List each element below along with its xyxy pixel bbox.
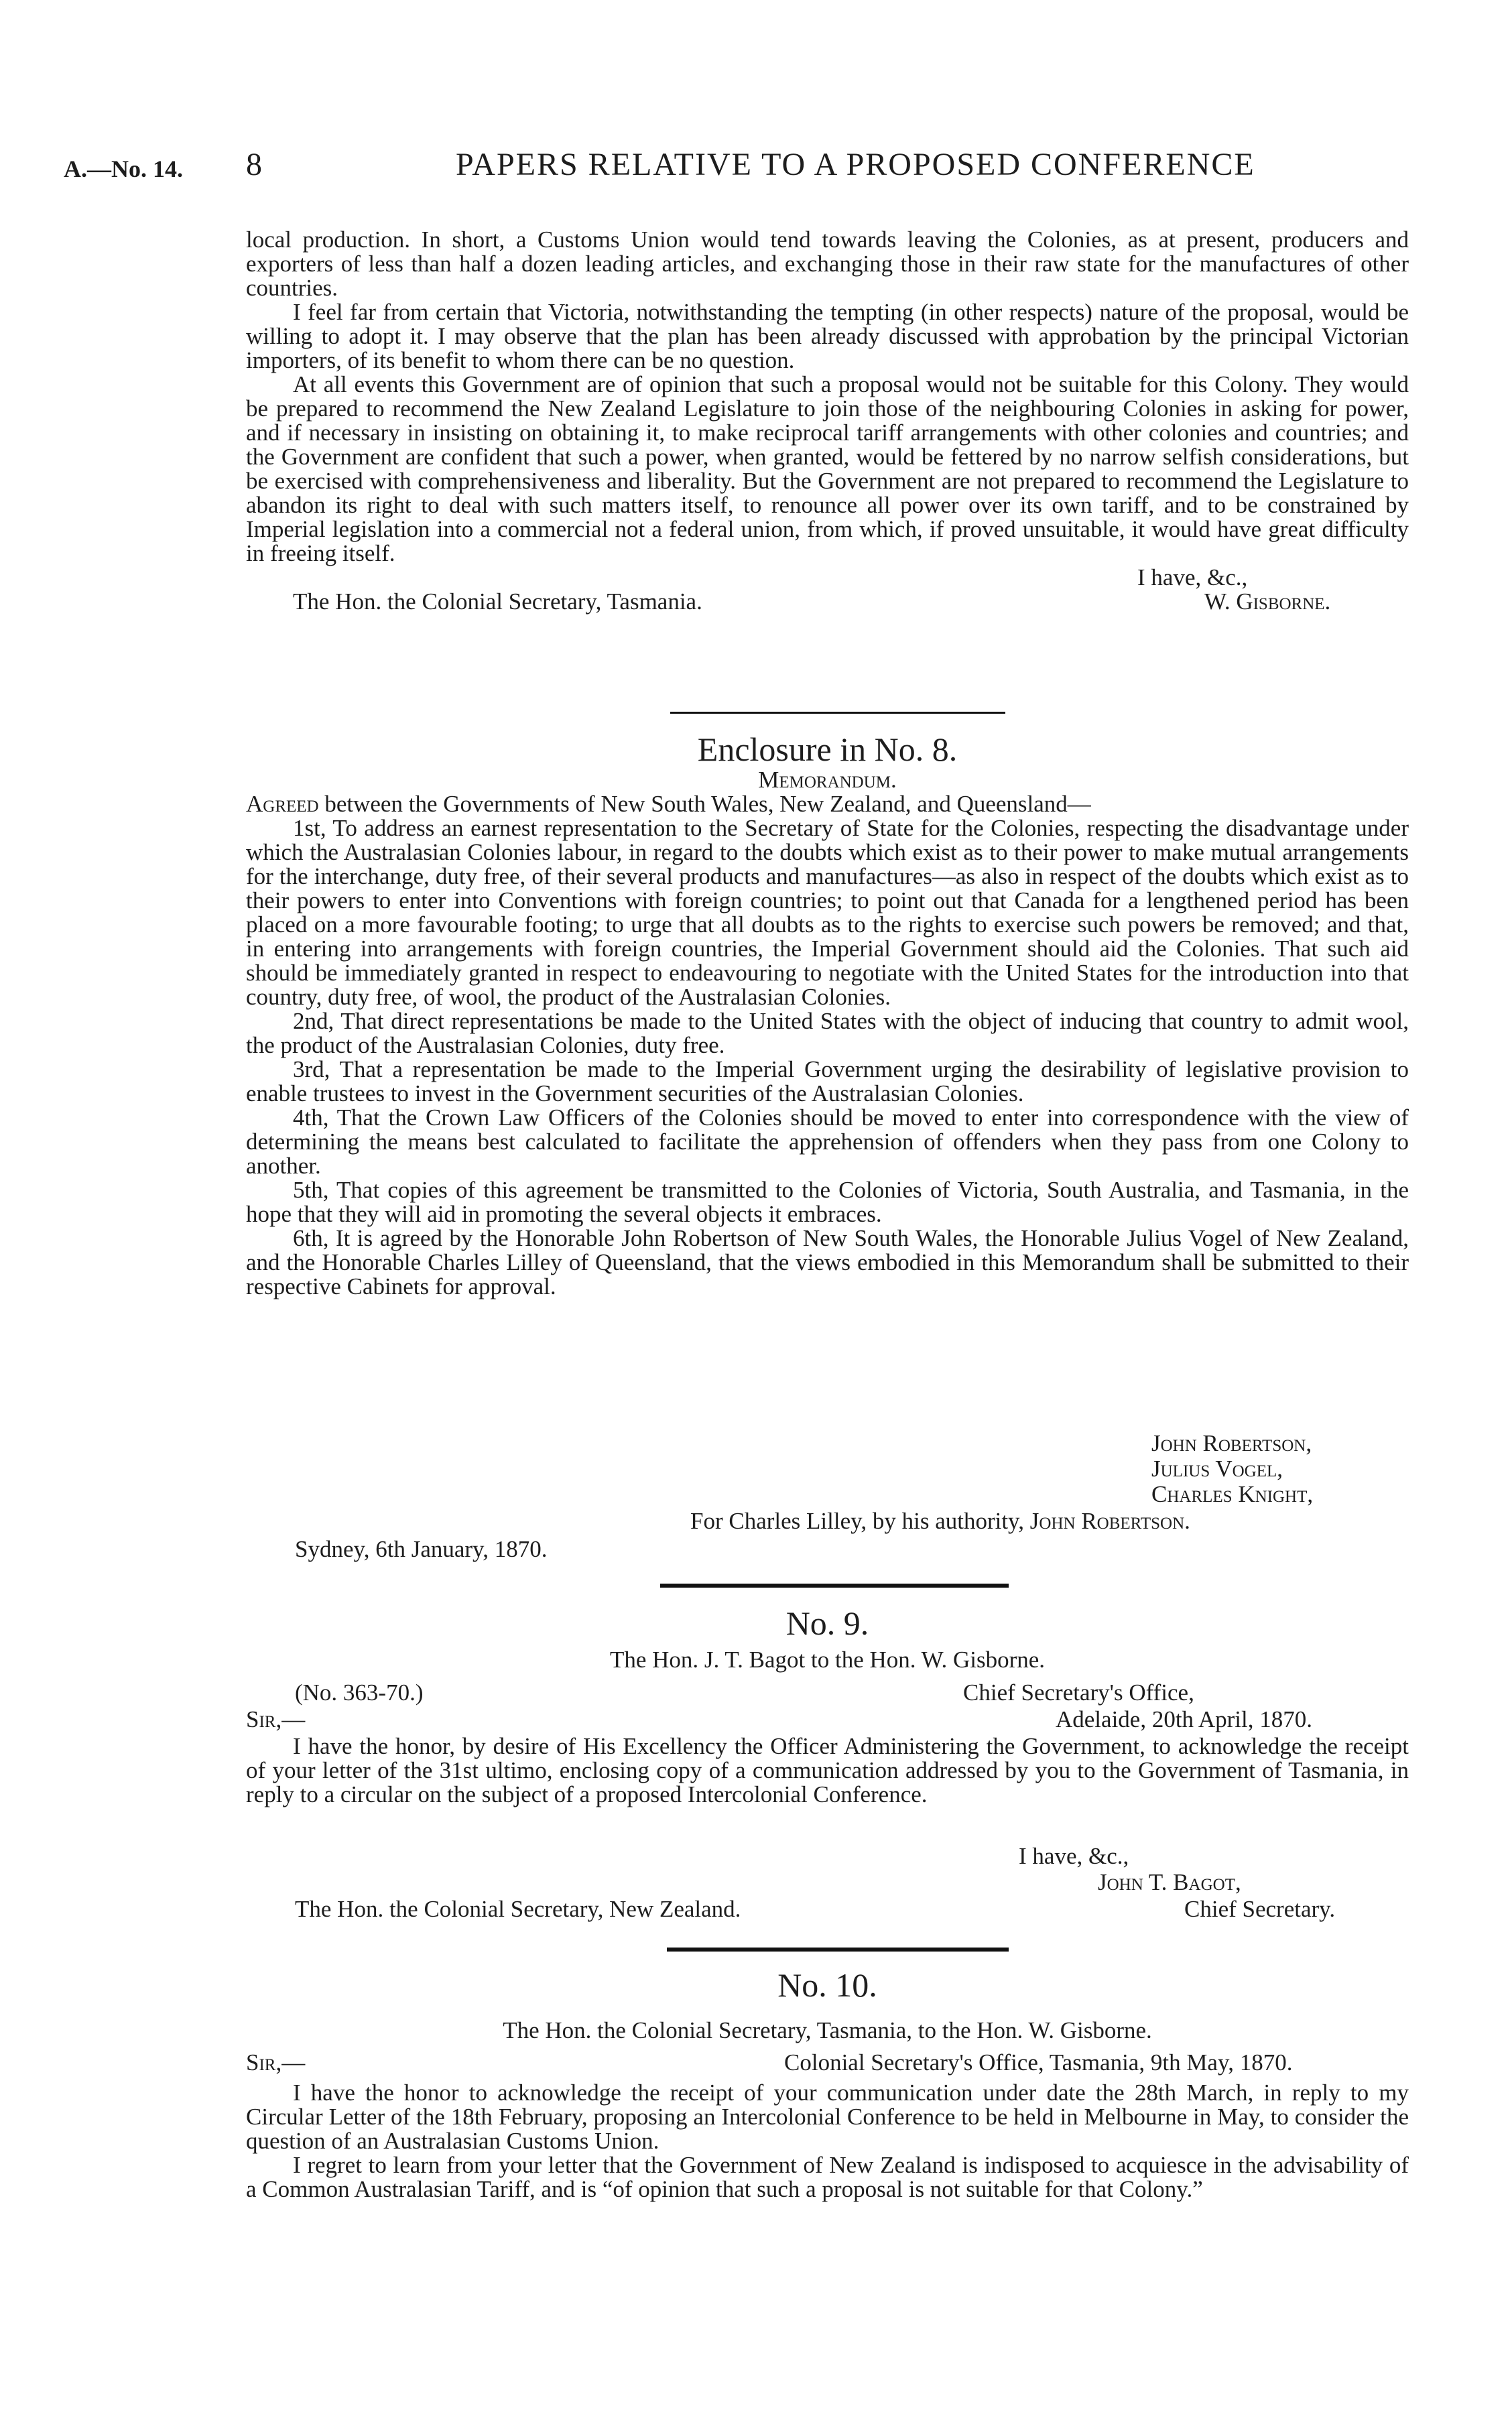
letter-9-signature: John T. Bagot, [1098,1869,1241,1895]
letter-9-signature-title: Chief Secretary. [1184,1896,1336,1922]
signer: John Robertson, [1151,1430,1312,1456]
letter-9-addressee: The Hon. the Colonial Secretary, New Zealand. [295,1896,741,1922]
letter-9-location-date: Adelaide, 20th April, 1870. [1056,1706,1313,1732]
proxy-prefix: For Charles Lilley, by his authority, [690,1508,1025,1534]
letter-9-heading: No. 9. [785,1604,869,1642]
section-divider [667,1948,1009,1952]
closing-row [246,566,1409,590]
signer: Julius Vogel, [1151,1456,1283,1482]
letter-9-closing: I have, &c., [1019,1843,1129,1869]
section-divider [660,1584,1009,1588]
memorandum-item: 4th, That the Crown Law Officers of the Colonies should be moved to enter into correspondence with the view of determining the means best calculated to facilitate the apprehension of offenders when they pass from one Colony to another. [246,1104,1409,1179]
running-header [64,147,1377,193]
page-number: 8 [246,147,262,182]
letter-10-from-to: The Hon. the Colonial Secretary, Tasmania, to the Hon. W. Gisborne. [503,2017,1152,2043]
paragraph: I have the honor, by desire of His Excellency the Officer Administering the Government, to acknowledge the receipt of your letter of the 31st ultimo, enclosing copy of a communication addressed by you to the Government of Tasmania, in reply to a circular on the subject of a proposed Intercolonial Conference. [246,1733,1409,1807]
signer: Charles Knight, [1151,1481,1314,1507]
closing: I have, &c., [1137,564,1248,590]
memorandum-item: 2nd, That direct representations be made to the United States with the object of inducing that country to admit wool, the product of the Australasian Colonies, duty free. [246,1008,1409,1058]
memorandum-item: 3rd, That a representation be made to the Imperial Government urging the desirability of legislative provision to enable trustees to invest in the Government securities of the Australasian Colonies. [246,1056,1409,1106]
paragraph: I regret to learn from your letter that the Government of New Zealand is indisposed to acquiesce in the advisability of a Common Australasian Tariff, and is “of opinion that such a proposal is not suitable for that Colony.” [246,2152,1409,2202]
letter-9-from-to: The Hon. J. T. Bagot to the Hon. W. Gisborne. [609,1647,1046,1673]
letter-9-office: Chief Secretary's Office, [963,1679,1194,1706]
letter-10-heading: No. 10. [777,1966,877,2004]
letter-9-salutation: Sir,— [246,1706,306,1732]
proxy-signature-line [690,1509,1190,1533]
memorandum-item: 5th, That copies of this agreement be transmitted to the Colonies of Victoria, South Australia, and Tasmania, in the hope that they will aid in promoting the several objects it embraces. [246,1177,1409,1227]
letter-10-salutation: Sir,— [246,2049,306,2076]
place-date: Sydney, 6th January, 1870. [295,1536,548,1562]
memorandum-signers [1151,1431,1313,1507]
addressee: The Hon. the Colonial Secretary, Tasmania. [293,588,702,615]
letter-10-office-date: Colonial Secretary's Office, Tasmania, 9th May, 1870. [784,2049,1293,2076]
paragraph: I feel far from certain that Victoria, notwithstanding the tempting (in other respects) nature of the proposal, would be willing to adopt it. I may observe that the plan has been already discussed with approbation by the principal Victorian importers, of its benefit to whom there can be no question. [246,299,1409,373]
section-divider [670,712,1005,714]
proxy-name: John Robertson. [1029,1508,1190,1534]
letter-10-body [246,2081,1409,2202]
letter-8-continuation [246,228,1409,614]
document-reference: A.—No. 14. [64,155,183,182]
memorandum-item: 1st, To address an earnest representation to the Secretary of State for the Colonies, respecting the disadvantage under which the Australasian Colonies labour, in regard to the doubts which exist as to their power to make mutual arrangements for the interchange, duty free, of their several products and manufactures—as also in respect of the doubts which exist as to their powers to enter into Conventions with foreign countries; to point out that Canada for a lengthened period has been placed on a more favourable footing; to urge that all doubts as to the rights to exercise such powers be removed; and that, in entering into arrangements with foreign countries, the Imperial Government should aid the Colonies. That such aid should be immediately granted in respect to endeavouring to negotiate with the United States for the introduction into that country, duty free, of wool, the product of the Australasian Colonies. [246,815,1409,1010]
paragraph: I have the honor to acknowledge the receipt of your communication under date the 28th March, in reply to my Circular Letter of the 18th February, proposing an Intercolonial Conference to be held in Melbourne in May, to consider the question of an Australasian Customs Union. [246,2080,1409,2154]
section-subheading: Memorandum. [758,767,897,793]
memorandum-item: 6th, It is agreed by the Honorable John Robertson of New South Wales, the Honorable Julius Vogel of New Zealand, and the Honorable Charles Lilley of Queensland, that the views embodied in this Memorandum shall be submitted to their respective Cabinets for approval. [246,1225,1409,1299]
page-title: PAPERS RELATIVE TO A PROPOSED CONFERENCE [456,147,1255,182]
intro-lead: Agreed [246,791,319,817]
enclosure-8 [246,730,1409,1299]
addressee-signature-row [246,590,1409,614]
memorandum-intro [246,792,1409,816]
paragraph: At all events this Government are of opinion that such a proposal would not be suitable for this Colony. They would be prepared to recommend the New Zealand Legislature to join those of the neighbouring Colonies in asking for power, and if necessary in insisting on obtaining it, to make reciprocal tariff arrangements with other colonies and countries; and the Government are confident that such a power, when granted, would be fettered by no narrow selfish considerations, but be exercised with comprehensiveness and liberality. But the Government are not prepared to recommend the Legislature to abandon its right to deal with such matters itself, to renounce all power over its own tariff, and to be constrained by Imperial legislation into a commercial not a federal union, from which, if proved unsuitable, it would have great difficulty in freeing itself. [246,371,1409,566]
intro-text: between the Governments of New South Wales, New Zealand, and Queensland— [318,791,1091,817]
section-heading: Enclosure in No. 8. [697,730,958,768]
letter-9-ref: (No. 363-70.) [295,1679,424,1706]
paragraph: local production. In short, a Customs Union would tend towards leaving the Colonies, as at present, producers and exporters of less than half a dozen leading articles, and exchanging those in their raw state for the manufactures of other countries. [246,227,1409,301]
signature: W. Gisborne. [1204,588,1331,615]
letter-9-body [246,1734,1409,1807]
